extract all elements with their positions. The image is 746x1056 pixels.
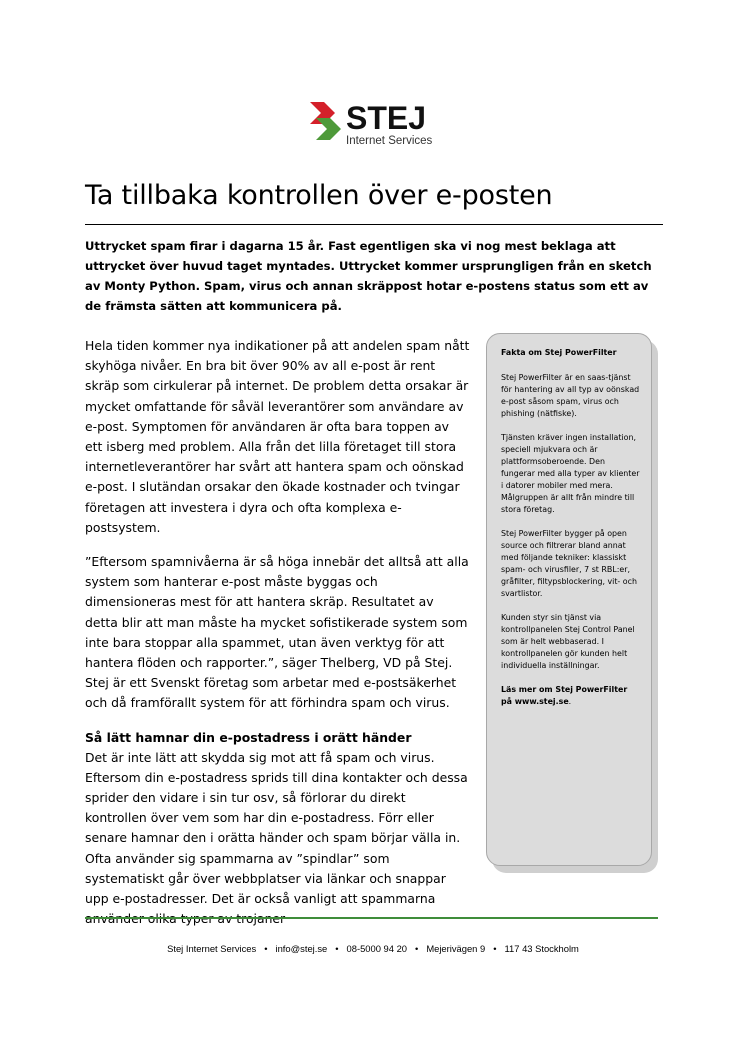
website-link[interactable]: www.stej.se [514, 697, 569, 706]
footer-separator: • [493, 943, 497, 954]
footer-phone: 08-5000 94 20 [346, 943, 408, 954]
footer-separator: • [335, 943, 339, 954]
footer-contact [0, 943, 746, 954]
fact-box-paragraph-4: Kunden styr sin tjänst via kontrollpanelen Stej Control Panel som är helt webbaserad. I kontrollpanelen gör kunden helt individuella inställningar. [501, 613, 635, 670]
fact-box-more [501, 684, 640, 708]
fact-box-more-suffix: . [568, 697, 572, 706]
fact-box [486, 333, 652, 866]
lead-paragraph: Uttrycket spam firar i dagarna 15 år. Fast egentligen ska vi nog mest beklaga att uttrycket över huvud taget myntades. Uttrycket kommer ursprungligen från en sketch av Monty Python. Spam, virus och annan skräppost hotar e-postens status som ett av de främsta sätten att kommunicera på. [85, 239, 652, 313]
company-logo [308, 100, 438, 150]
stej-chevron-icon [308, 100, 344, 142]
footer-separator: • [415, 943, 419, 954]
footer-email[interactable]: info@stej.se [275, 943, 328, 954]
logo-wordmark: STEJ [346, 100, 427, 136]
section-heading: Så lätt hamnar din e-postadress i orätt händer [85, 729, 412, 745]
footer-company: Stej Internet Services [167, 943, 257, 954]
fact-box-paragraph-2: Tjänsten kräver ingen installation, speciell mjukvara och är plattformsoberoende. Den fungerar med alla typer av klienter i datorer mobiler med mera. Målgruppen är allt från mindre till stora företag. [501, 433, 640, 514]
body-paragraph-1: Hela tiden kommer nya indikationer på att andelen spam nått skyhöga nivåer. En bra bit över 90% av all e-post är rent skräp som cirkulerar på internet. De problem detta orsakar är mycket omfattande för såväl leverantörer som användare av e-post. Symptomen för användaren är ofta bara toppen av ett isberg med problem. Alla från det lilla företaget till stora internetleverantörer har svårt att hantera spam och oönskad e-post. I slutändan orsakar den ökade kostnader och tvingar företagen att investera i dyra och ofta komplexa e-postsystem. [85, 338, 470, 535]
title-divider [85, 224, 663, 225]
logo-tagline: Internet Services [346, 135, 433, 147]
footer-separator: • [264, 943, 268, 954]
footer-city: 117 43 Stockholm [504, 943, 579, 954]
fact-box-title: Fakta om Stej PowerFilter [501, 348, 617, 357]
page-title: Ta tillbaka kontrollen över e-posten [85, 180, 553, 211]
fact-box-paragraph-1: Stej PowerFilter är en saas-tjänst för hantering av all typ av oönskad e-post såsom spam, virus och phishing (nätfiske). [501, 373, 640, 418]
footer-divider [85, 917, 658, 919]
fact-box-more-text: Läs mer om Stej PowerFilter på [501, 685, 628, 706]
article-body [85, 336, 470, 929]
body-paragraph-3: Det är inte lätt att skydda sig mot att få spam och virus. Eftersom din e-postadress sprids till dina kontakter och dessa sprider den vidare i sin tur osv, så förlorar du direkt kontrollen över vem som har din e-postadress. Förr eller senare hamnar den i orätta händer och spam börjar välla in. Ofta använder sig spammarna av ”spindlar” som systematiskt går över webbplatser via länkar och snappar upp e-postadresser. Det är också vanligt att spammarna [85, 749, 468, 907]
fact-box-paragraph-3: Stej PowerFilter bygger på open source och filtrerar bland annat med följande tekniker: klassiskt spam- och virusfiler, 7 st RBL:er, gråfilter, filtypsblockering, vit- och svartlistor. [501, 529, 637, 598]
footer-address: Mejerivägen 9 [426, 943, 486, 954]
body-paragraph-2: ”Eftersom spamnivåerna är så höga innebär det alltså att alla system som hanterar e-post måste byggas och dimensioneras mest för att hantera skräp. Resultatet av detta blir att man måste ha mycket sofistikerade system som inte bara stoppar alla spammet, utan även verktyg för att hantera flöden och rapporter.”, säger Thelberg, VD på Stej. Stej är ett Svenskt företag som arbetar med e-postsäkerhet och då framförallt system för att förhindra spam och virus. [85, 554, 469, 711]
